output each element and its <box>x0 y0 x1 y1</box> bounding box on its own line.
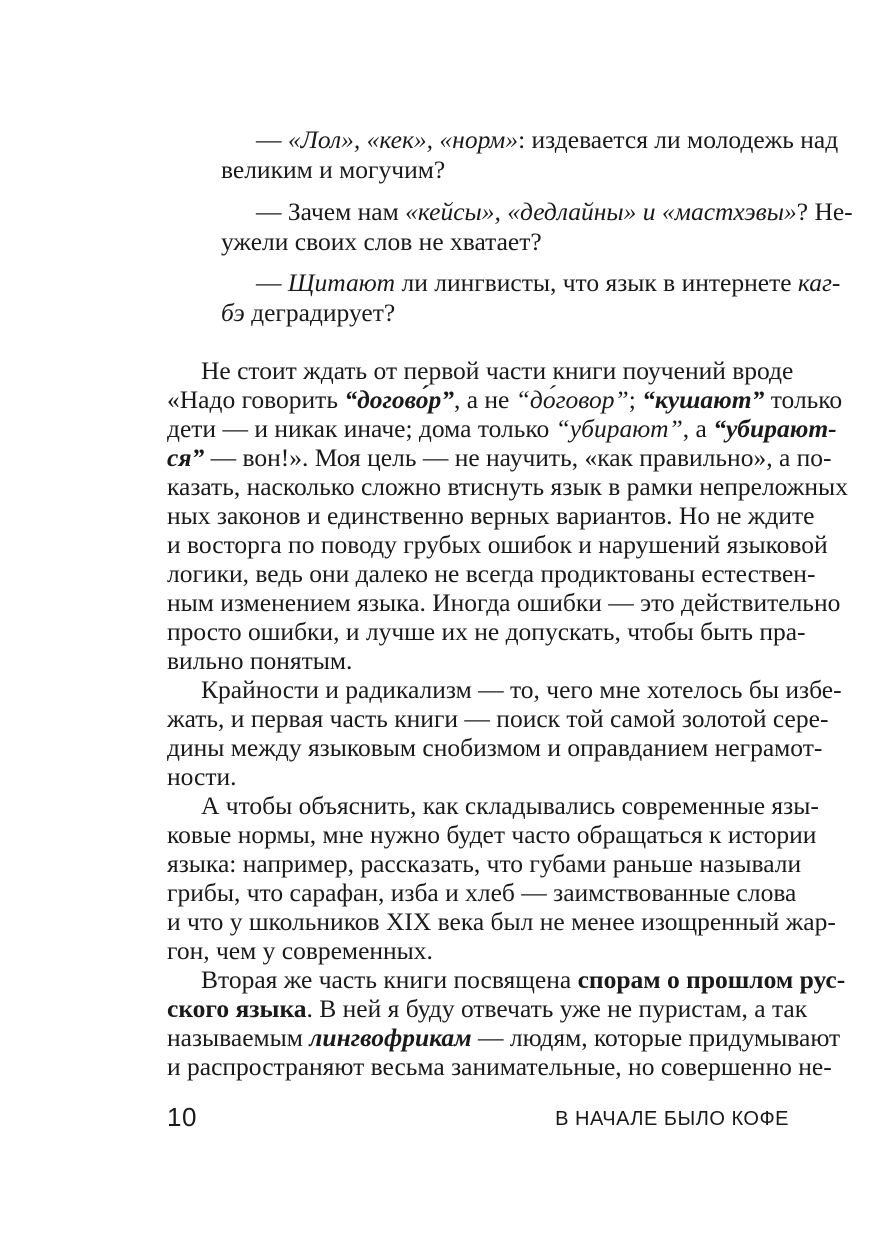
paragraph-line: А чтобы объяснить, как складывались современные язы- <box>201 791 819 820</box>
paragraph-line: дины между языковым снобизмом и оправданием неграмот- <box>167 733 823 762</box>
paragraph-line: ности. <box>167 762 237 791</box>
paragraph-line: ского языка. В ней я буду отвечать уже не пуристам, а так <box>167 994 808 1023</box>
paragraph-line: дети — и никак иначе; дома только “убирают”, а “убирают- <box>167 414 837 443</box>
question-line: — Щитают ли лингвисты, что язык в интернете каг- <box>256 268 841 297</box>
paragraph-line: языка: например, рассказать, что губами раньше называли <box>167 849 802 878</box>
paragraph-line: «Надо говорить “догово́р”, а не “до́говор”; “кушают” только <box>167 385 843 414</box>
page-number: 10 <box>167 1102 197 1132</box>
paragraph-line: гон, чем у современных. <box>167 936 433 965</box>
question-line: ужели своих слов не хватает? <box>221 227 542 256</box>
question-line: бэ деградирует? <box>221 298 396 327</box>
paragraph-line: и восторга по поводу грубых ошибок и нарушений языковой <box>167 530 828 559</box>
paragraph-line: ным изменением языка. Иногда ошибки — это действительно <box>167 588 841 617</box>
paragraph-line: Вторая же часть книги посвящена спорам о прошлом рус- <box>201 965 846 994</box>
paragraph-line: грибы, что сарафан, изба и хлеб — заимствованные слова <box>167 878 797 907</box>
question-line: великим и могучим? <box>221 155 446 184</box>
paragraph-line: и распространяют весьма занимательные, но совершенно не- <box>167 1052 832 1081</box>
paragraph-line: ных законов и единственно верных вариантов. Но не ждите <box>167 501 815 530</box>
paragraph-line: ковые нормы, мне нужно будет часто обращаться к истории <box>167 820 817 849</box>
running-head: В НАЧАЛЕ БЫЛО КОФЕ <box>555 1108 789 1130</box>
question-line: — «Лол», «кек», «норм»: издевается ли молодежь над <box>256 125 839 154</box>
paragraph-line: и что у школьников XIX века был не менее изощренный жар- <box>167 907 836 936</box>
paragraph-line: вильно понятым. <box>167 646 353 675</box>
paragraph-line: ся” — вон!». Моя цель — не научить, «как правильно», а по- <box>167 443 832 472</box>
paragraph-line: Не стоит ждать от первой части книги поучений вроде <box>201 356 794 385</box>
paragraph-line: Крайности и радикализм — то, чего мне хотелось бы избе- <box>201 675 842 704</box>
paragraph-line: логики, ведь они далеко не всегда продиктованы естествен- <box>167 559 816 588</box>
paragraph-line: казать, насколько сложно втиснуть язык в рамки непреложных <box>167 472 848 501</box>
paragraph-line: просто ошибки, и лучше их не допускать, чтобы быть пра- <box>167 617 806 646</box>
paragraph-line: называемым лингвофрикам — людям, которые придумывают <box>167 1023 841 1052</box>
question-line: — Зачем нам «кейсы», «дедлайны» и «мастхэвы»? Не- <box>256 197 853 226</box>
paragraph-line: жать, и первая часть книги — поиск той самой золотой сере- <box>167 704 829 733</box>
